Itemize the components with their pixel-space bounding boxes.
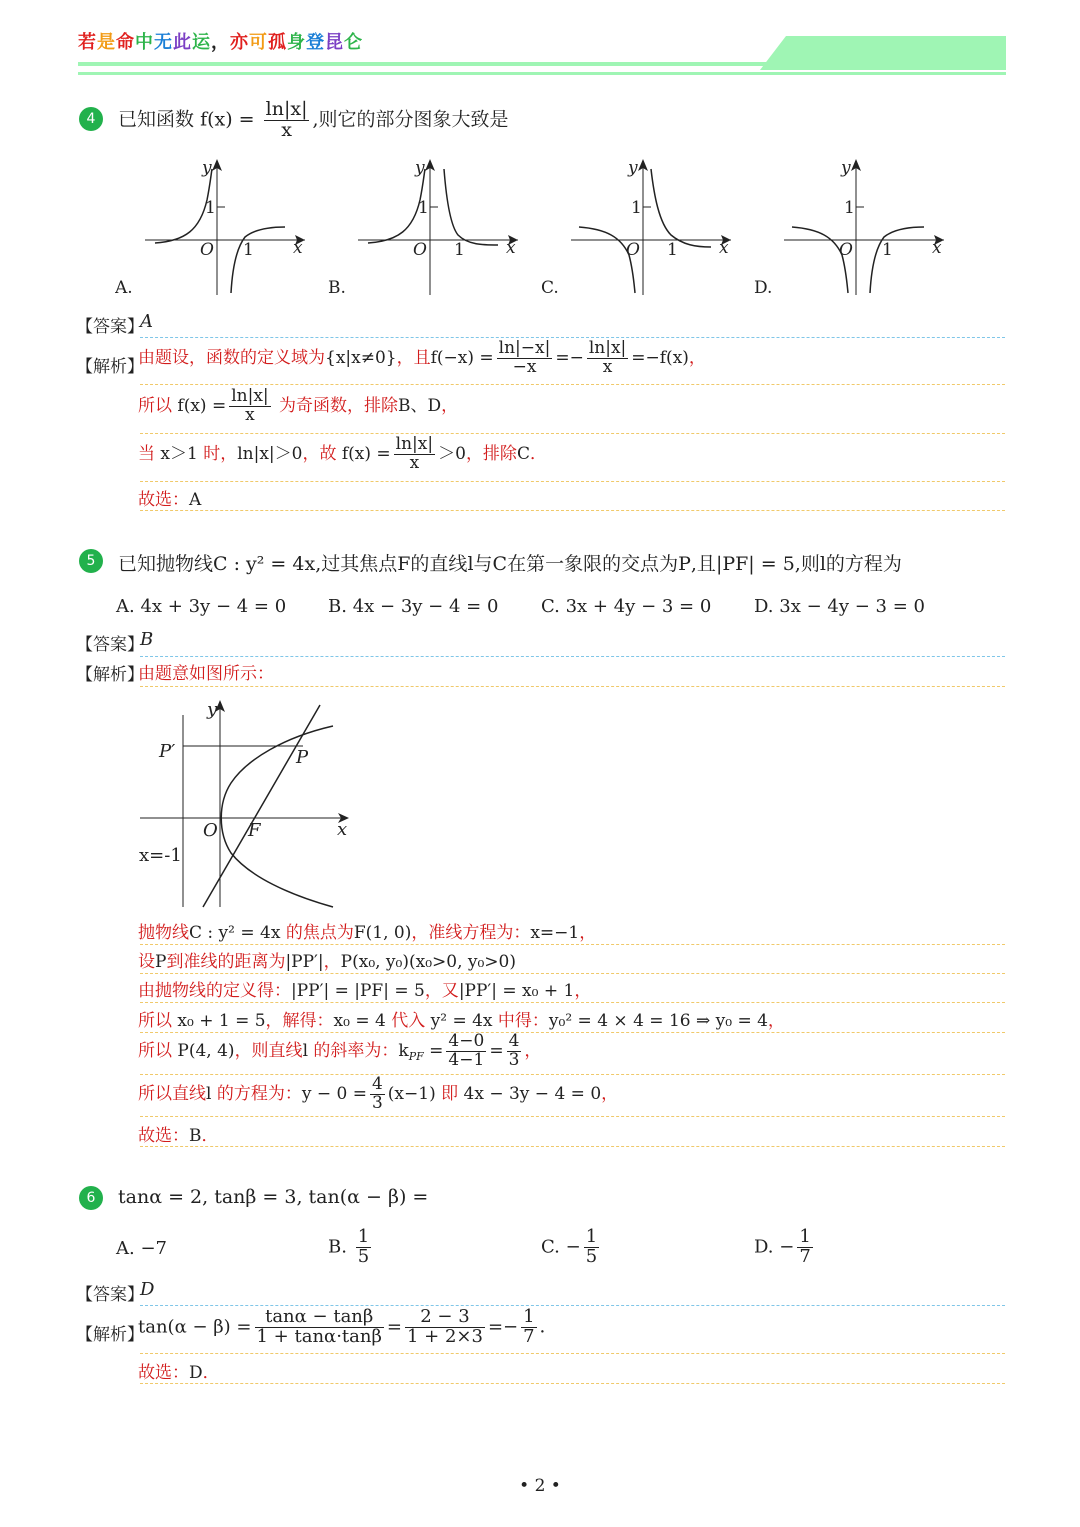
analysis-label: 【解析】 — [76, 357, 144, 377]
figure-directrix-label: x=-1 — [139, 845, 182, 866]
motto-char: 昆 — [325, 32, 344, 53]
graph-a-origin: O — [200, 240, 214, 260]
graph-b-x: x — [506, 238, 516, 258]
graph-d-one-x: 1 — [882, 240, 893, 260]
answer-value: D — [140, 1279, 155, 1300]
analysis-line-7: 故选：B． — [138, 1126, 219, 1146]
motto-char: 命 — [116, 32, 135, 53]
figure-p: P — [296, 747, 309, 768]
answer-label: 【答案】 — [76, 317, 144, 337]
option-c[interactable]: C. 3x + 4y − 3 = 0 — [541, 596, 712, 617]
figure-origin: O — [203, 820, 218, 841]
analysis-line-1: tan(α − β) = $\frac{\tan\alpha - \tan\beta}{1 + \tan\alpha\cdot\tan\beta}$ = $\frac{2 - 3}{1 + 2\times 3}$ =− $\frac{1}{7}$ ． — [138, 1306, 558, 1347]
rule — [140, 433, 1005, 434]
motto-char: 是 — [97, 32, 116, 53]
option-d-label: D. — [754, 278, 773, 298]
rule — [140, 1146, 1005, 1147]
figure-x-label: x — [337, 819, 348, 840]
graph-d — [784, 158, 944, 295]
graph-d-one-y: 1 — [844, 198, 855, 218]
question-number: 6 — [79, 1186, 103, 1210]
analysis-line-2: 故选：D． — [138, 1363, 220, 1383]
analysis-intro: 由题意如图所示： — [138, 664, 274, 684]
answer-value: B — [140, 629, 154, 650]
graph-a-one-y: 1 — [205, 198, 216, 218]
option-d[interactable]: D. − $\frac{1}{7}$ — [754, 1226, 811, 1267]
motto-char: 登 — [306, 32, 325, 53]
graph-a-one-x: 1 — [243, 240, 254, 260]
option-c[interactable]: C. − $\frac{1}{5}$ — [541, 1226, 598, 1267]
figure-focus: F — [248, 820, 261, 841]
rule — [140, 337, 1005, 338]
analysis-line-2: 所以 f(x) = $\frac{\ln|x|}{x}$ 为奇函数，排除B、D， — [138, 386, 459, 425]
graph-a-y: y — [202, 158, 212, 178]
rule — [140, 944, 1005, 945]
header-motto — [78, 28, 363, 54]
motto-char: 无 — [154, 32, 173, 53]
question-stem: 已知抛物线C : y² = 4x,过其焦点F的直线l与C在第一象限的交点为P,且|PF| = 5,则l的方程为 — [118, 553, 902, 575]
graph-b — [358, 158, 518, 295]
option-a[interactable]: A. −7 — [116, 1238, 168, 1259]
graph-b-origin: O — [413, 240, 427, 260]
analysis-line-6: 所以直线l 的方程为：y − 0 = $\frac{4}{3}$ (x−1) 即 4x − 3y − 4 = 0， — [138, 1074, 619, 1113]
rule — [140, 481, 1005, 482]
graph-d-origin: O — [839, 240, 853, 260]
rule — [140, 1383, 1005, 1384]
question-stem: tanα = 2, tanβ = 3, tan(α − β) = — [118, 1186, 429, 1208]
motto-char: 孤 — [268, 32, 287, 53]
rule — [140, 510, 1005, 511]
header-rule — [78, 62, 1006, 66]
rule — [140, 686, 1005, 687]
analysis-line-1: 抛物线C : y² = 4x 的焦点为F(1, 0)，准线方程为：x=−1， — [138, 923, 597, 943]
q5-parabola-figure — [135, 695, 365, 910]
option-b[interactable]: B. 4x − 3y − 4 = 0 — [328, 596, 499, 617]
analysis-line-1: 由题设，函数的定义域为{x|x≠0}，且f(−x) = $\frac{\ln|-x|}{-x}$ =− $\frac{\ln|x|}{x}$ =−f(x)， — [138, 338, 706, 377]
graph-b-one-x: 1 — [454, 240, 465, 260]
rule — [140, 1353, 1005, 1354]
analysis-line-3: 由抛物线的定义得：|PP′| = |PF| = 5，又|PP′| = x₀ + 1， — [138, 981, 592, 1001]
figure-y-label: y — [207, 699, 218, 720]
graph-d-x: x — [932, 238, 942, 258]
rule — [140, 1074, 1005, 1075]
rule — [140, 973, 1005, 974]
motto-char: 可 — [249, 32, 268, 53]
question-number: 4 — [79, 107, 103, 131]
motto-char: 身 — [287, 32, 306, 53]
page-number: • 2 • — [519, 1476, 561, 1496]
motto-char: 运 — [192, 32, 211, 53]
q4-option-graphs — [115, 155, 995, 305]
analysis-label: 【解析】 — [76, 665, 144, 685]
graph-c-x: x — [719, 238, 729, 258]
graph-c-origin: O — [626, 240, 640, 260]
rule — [140, 656, 1005, 657]
analysis-line-4: 所以 x₀ + 1 = 5，解得：x₀ = 4 代入 y² = 4x 中得：y₀² = 4 × 4 = 16 ⇒ y₀ = 4， — [138, 1011, 785, 1031]
motto-char: 仑 — [344, 32, 363, 53]
analysis-line-4: 故选：A — [138, 490, 202, 510]
analysis-line-2: 设P到准线的距离为|PP′|，P(x₀, y₀)(x₀>0, y₀>0) — [138, 952, 517, 972]
motto-char: 若 — [78, 32, 97, 53]
option-a-label: A. — [115, 278, 133, 298]
analysis-label: 【解析】 — [76, 1325, 144, 1345]
graph-c — [571, 158, 731, 295]
header-rule-thin — [78, 72, 1006, 75]
rule — [140, 384, 1005, 385]
figure-p-prime: P′ — [159, 741, 176, 762]
graph-b-one-y: 1 — [418, 198, 429, 218]
option-c-label: C. — [541, 278, 559, 298]
motto-char: 中 — [135, 32, 154, 53]
analysis-line-3: 当 x＞1 时，ln|x|＞0，故 f(x) = $\frac{\ln|x|}{x}$ ＞0，排除C． — [138, 434, 547, 473]
graph-a — [145, 158, 305, 295]
answer-label: 【答案】 — [76, 1285, 144, 1305]
motto-char: ， — [211, 32, 230, 53]
question-stem: 已知函数 f(x) = $\frac{\ln|x|}{x}$ ,则它的部分图象大致是 — [118, 98, 509, 141]
motto-char: 亦 — [230, 32, 249, 53]
option-a[interactable]: A. 4x + 3y − 4 = 0 — [116, 596, 287, 617]
graph-c-one-x: 1 — [667, 240, 678, 260]
graph-c-y: y — [628, 158, 638, 178]
option-b-label: B. — [328, 278, 346, 298]
motto-char: 此 — [173, 32, 192, 53]
graph-d-y: y — [841, 158, 851, 178]
option-b[interactable]: B. $\frac{1}{5}$ — [328, 1226, 370, 1267]
option-d[interactable]: D. 3x − 4y − 3 = 0 — [754, 596, 925, 617]
rule — [140, 1002, 1005, 1003]
graph-a-x: x — [293, 238, 303, 258]
rule — [140, 1116, 1005, 1117]
answer-value: A — [140, 311, 153, 332]
answer-label: 【答案】 — [76, 635, 144, 655]
question-number: 5 — [79, 549, 103, 573]
analysis-line-5: 所以 P(4, 4)，则直线l 的斜率为：$k_{PF}$ = $\frac{4-0}{4-1}$ = $\frac{4}{3}$ ， — [138, 1031, 542, 1070]
graph-c-one-y: 1 — [631, 198, 642, 218]
graph-b-y: y — [415, 158, 425, 178]
